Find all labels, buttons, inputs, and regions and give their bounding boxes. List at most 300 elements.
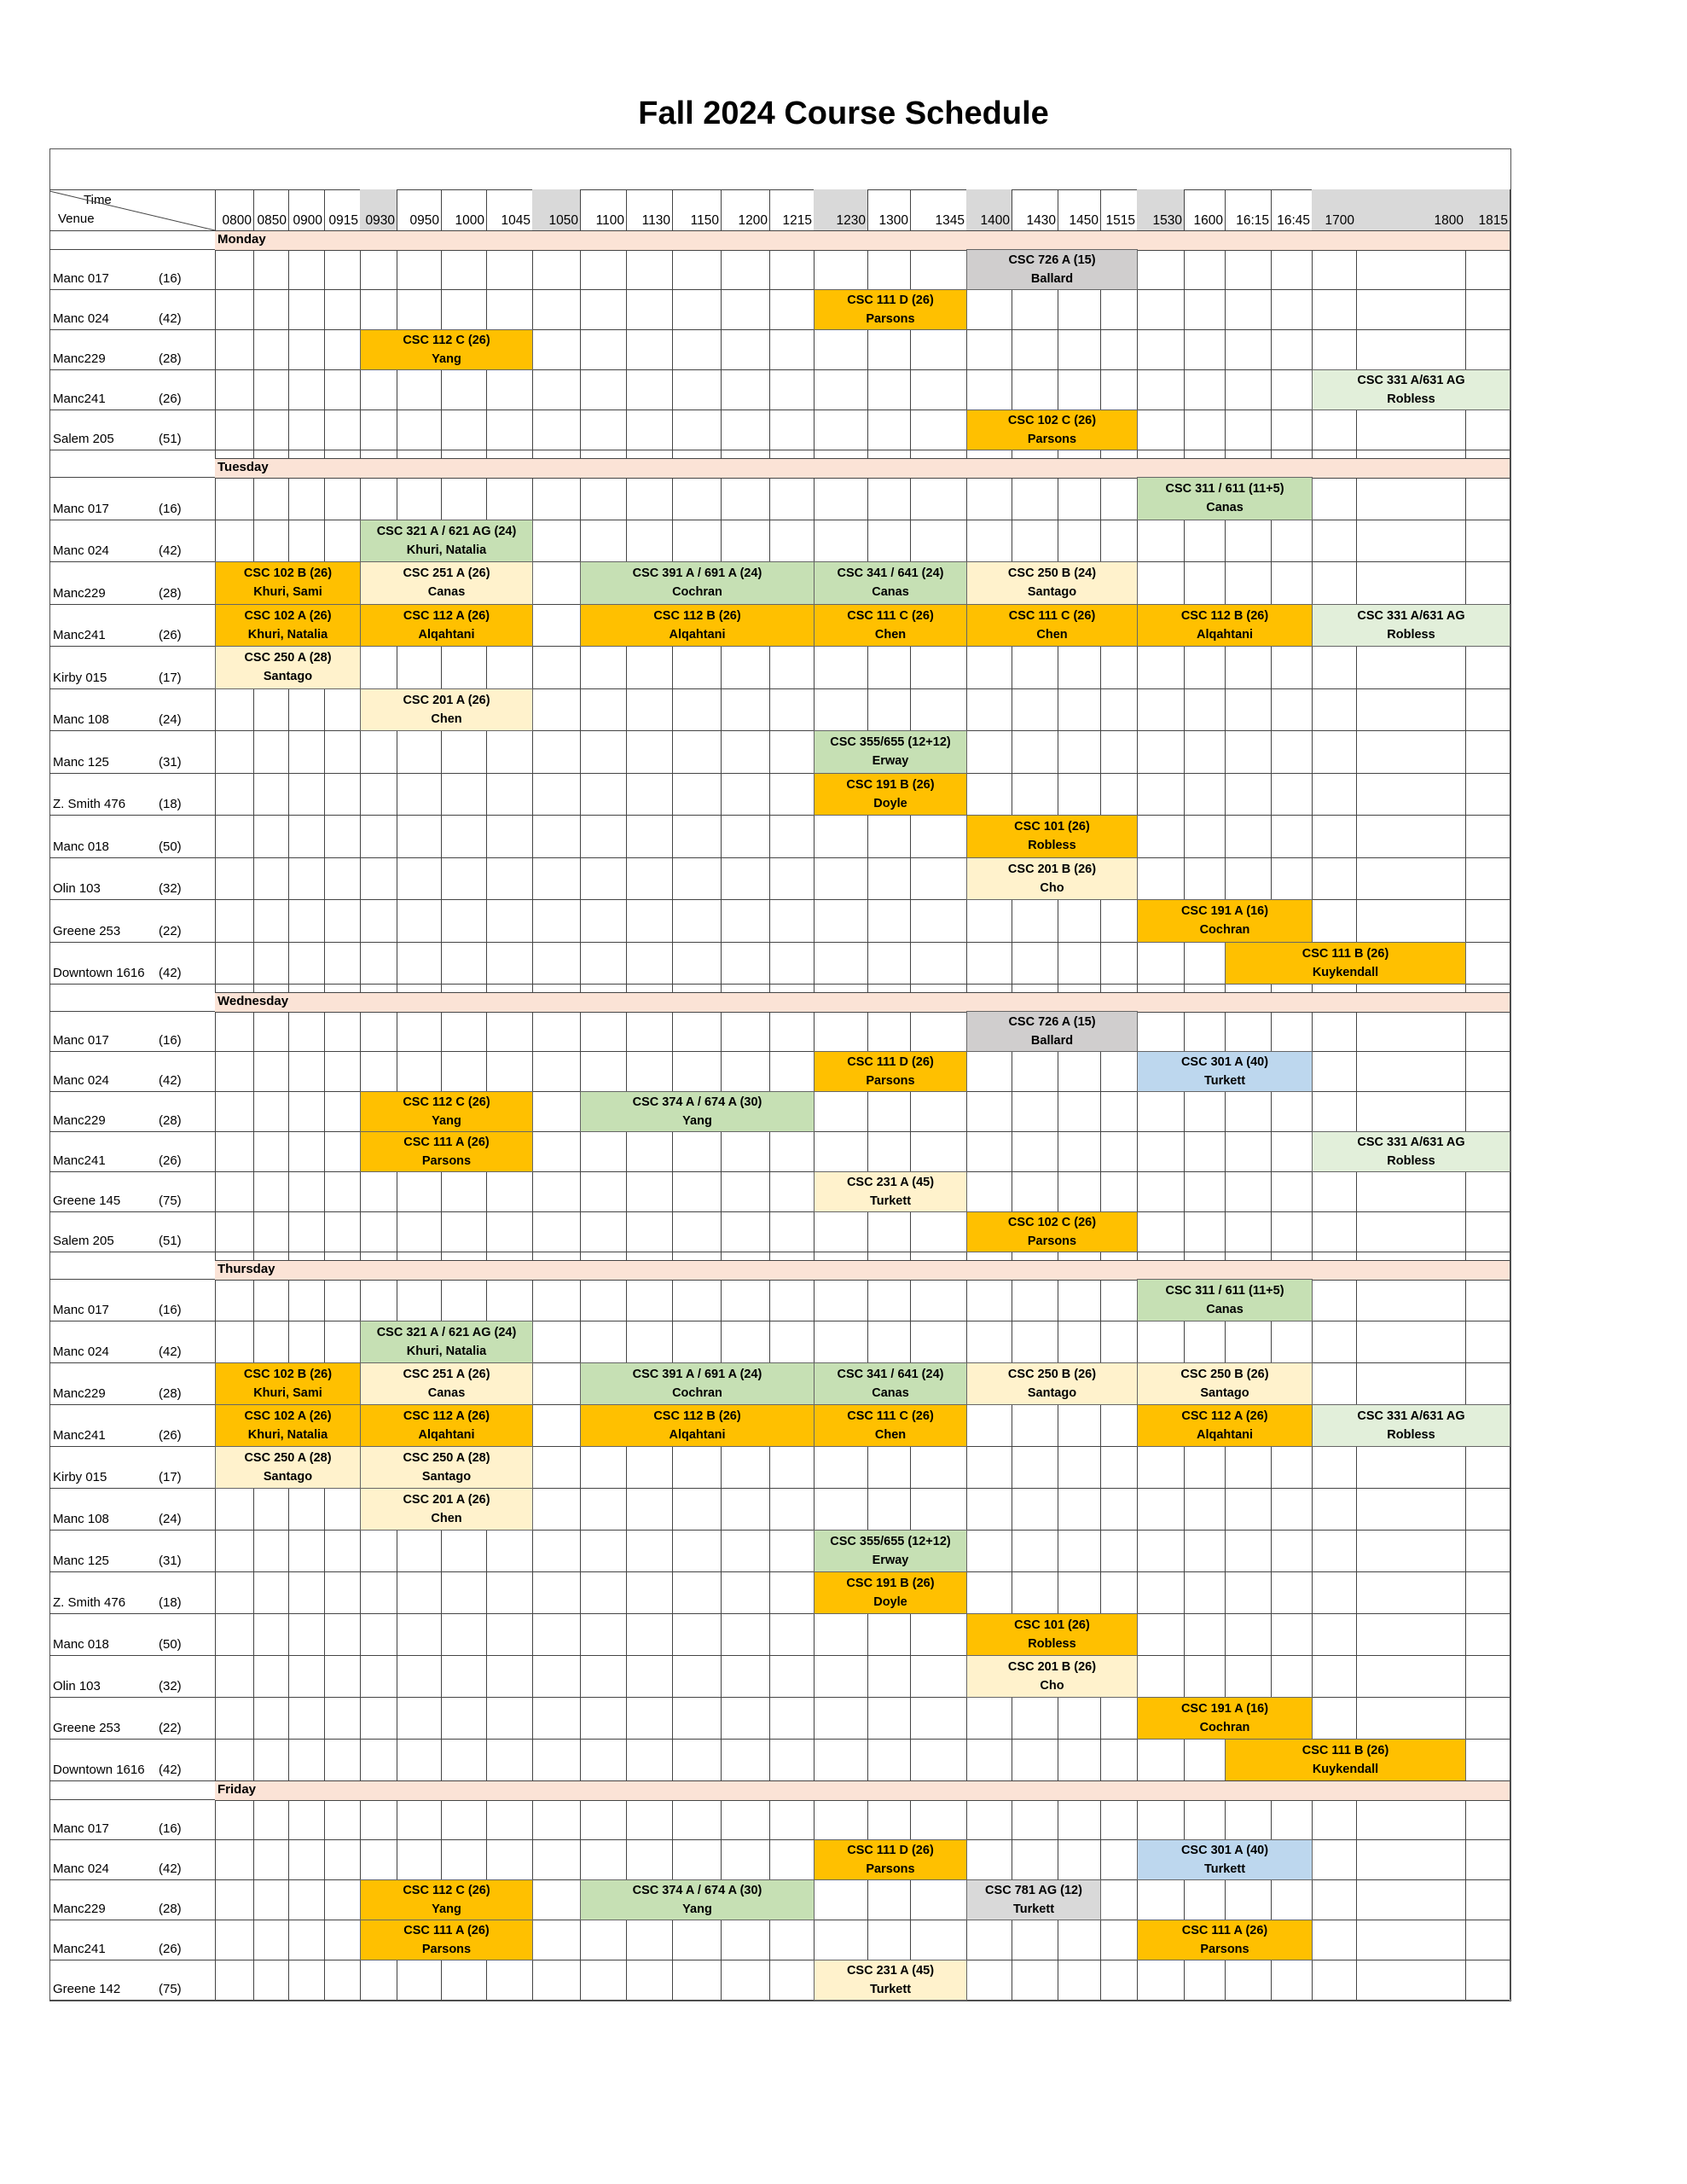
course-title: CSC 111 D (26) [847, 1055, 934, 1069]
grid-line [49, 1613, 1510, 1614]
course-title: CSC 201 B (26) [1007, 1660, 1097, 1674]
venue-capacity: (24) [159, 712, 182, 727]
course-instructor: Khuri, Natalia [406, 1345, 487, 1358]
course-block[interactable] [1137, 604, 1313, 648]
time-tick: 16:45 [1277, 213, 1310, 228]
time-tick: 1100 [595, 213, 624, 228]
course-block[interactable] [360, 1091, 533, 1132]
course-title: CSC 311 / 611 (11+5) [1165, 1284, 1284, 1298]
course-title: CSC 102 B (26) [243, 566, 333, 581]
course-instructor: Parsons [866, 1074, 915, 1088]
grid-line [49, 730, 1510, 731]
venue-name: Manc 108 [53, 1512, 109, 1526]
course-instructor: Turkett [1203, 1074, 1246, 1088]
grid-line [49, 2000, 1510, 2001]
course-block[interactable] [360, 329, 533, 370]
venue-capacity: (50) [159, 1637, 182, 1652]
course-block[interactable] [580, 1362, 815, 1405]
course-title: CSC 111 D (26) [847, 293, 934, 307]
course-title: CSC 201 A (26) [403, 693, 490, 707]
course-block[interactable] [1137, 477, 1313, 520]
course-block[interactable] [1225, 942, 1466, 985]
course-title: CSC 191 A (16) [1180, 904, 1269, 919]
course-title: CSC 250 A (28) [244, 651, 332, 665]
course-block[interactable] [1137, 1697, 1313, 1740]
course-block[interactable] [1137, 1051, 1313, 1092]
course-block[interactable] [814, 1404, 967, 1447]
venue-name: Manc 017 [53, 1303, 109, 1317]
course-title: CSC 201 A (26) [403, 1493, 490, 1507]
course-title: CSC 111 C (26) [847, 1409, 934, 1423]
day-band-wednesday [215, 992, 1510, 1013]
time-tick: 1150 [690, 213, 719, 228]
course-block[interactable] [580, 1091, 815, 1132]
venue-name: Manc 017 [53, 1033, 109, 1048]
header-diagonal [49, 189, 215, 230]
course-title: CSC 341 / 641 (24) [837, 566, 944, 581]
time-tick: 16:15 [1236, 213, 1269, 228]
time-tick: 0900 [293, 213, 322, 228]
venue-capacity: (42) [159, 543, 182, 558]
venue-capacity: (42) [159, 1862, 182, 1876]
venue-name: Olin 103 [53, 1679, 101, 1693]
course-block[interactable] [1137, 1920, 1313, 1960]
course-title: CSC 112 C (26) [403, 334, 490, 347]
course-title: CSC 112 A (26) [403, 1409, 490, 1423]
venue-name: Manc241 [53, 392, 106, 406]
venue-capacity: (28) [159, 1113, 182, 1128]
venue-name: Manc229 [53, 585, 106, 601]
course-instructor: Parsons [1027, 1234, 1077, 1248]
course-block[interactable] [814, 1571, 967, 1614]
grid-line [49, 815, 1510, 816]
course-instructor: Canas [1206, 1303, 1244, 1316]
time-tick: 1600 [1193, 213, 1223, 228]
course-block[interactable] [966, 815, 1138, 858]
course-title: CSC 331 A/631 AG [1357, 374, 1465, 387]
time-tick: 1000 [455, 213, 484, 228]
course-title: CSC 112 B (26) [653, 608, 741, 623]
course-instructor: Robless [1387, 392, 1435, 406]
course-title: CSC 112 B (26) [653, 1409, 741, 1423]
grid-line [49, 1171, 1510, 1172]
course-instructor: Cochran [1199, 1721, 1250, 1734]
course-title: CSC 112 C (26) [403, 1095, 490, 1109]
venue-name: Downtown 1616 [53, 966, 145, 980]
course-title: CSC 331 A/631 AG [1357, 1409, 1465, 1423]
course-instructor: Yang [432, 1114, 461, 1128]
course-title: CSC 301 A (40) [1180, 1844, 1269, 1857]
course-instructor: Parsons [1200, 1943, 1249, 1956]
course-title: CSC 251 A (26) [403, 1368, 490, 1381]
course-title: CSC 231 A (45) [846, 1964, 935, 1978]
course-instructor: Canas [872, 1386, 909, 1400]
course-title: CSC 251 A (26) [403, 566, 490, 581]
course-title: CSC 374 A / 674 A (30) [632, 1095, 762, 1109]
course-title: CSC 111 D (26) [847, 1844, 934, 1857]
course-title: CSC 726 A (15) [1008, 1015, 1096, 1029]
day-label: Wednesday [217, 994, 289, 1008]
course-block[interactable] [1137, 1839, 1313, 1880]
course-block[interactable] [966, 249, 1138, 290]
course-instructor: Ballard [1030, 1034, 1074, 1048]
grid-line [49, 857, 1510, 858]
venue-capacity: (51) [159, 432, 182, 446]
time-tick: 1700 [1325, 213, 1354, 228]
time-tick: 0800 [222, 213, 252, 228]
course-title: CSC 112 B (26) [1180, 608, 1269, 623]
course-instructor: Kuykendall [1312, 965, 1379, 979]
course-title: CSC 102 B (26) [243, 1368, 333, 1381]
day-band-monday [215, 230, 1510, 251]
venue-name: Manc 024 [53, 1073, 109, 1088]
venue-name: Manc241 [53, 1942, 106, 1956]
course-block[interactable] [966, 1211, 1138, 1252]
venue-capacity: (31) [159, 1554, 182, 1568]
course-block[interactable] [1312, 1131, 1510, 1172]
venue-capacity: (24) [159, 1512, 182, 1526]
venue-capacity: (16) [159, 501, 182, 516]
course-title: CSC 726 A (15) [1008, 253, 1096, 267]
course-title: CSC 331 A/631 AG [1357, 608, 1465, 623]
course-block[interactable] [966, 1362, 1138, 1405]
course-title: CSC 111 B (26) [1301, 1744, 1389, 1757]
course-instructor: Turkett [1012, 1902, 1055, 1916]
venue-name: Greene 253 [53, 1721, 121, 1735]
time-axis-label: Time [84, 193, 112, 207]
course-title: CSC 112 A (26) [403, 608, 490, 623]
venue-capacity: (42) [159, 1763, 182, 1777]
course-instructor: Alqahtani [418, 627, 475, 642]
course-title: CSC 111 B (26) [1301, 946, 1389, 961]
grid-line [49, 1571, 1510, 1572]
venue-capacity: (42) [159, 1345, 182, 1359]
venue-name: Kirby 015 [53, 1470, 107, 1484]
time-tick: 1345 [935, 213, 965, 228]
course-instructor: Robless [1028, 1637, 1076, 1651]
venue-name: Manc 125 [53, 1554, 109, 1568]
venue-capacity: (26) [159, 1428, 182, 1443]
course-instructor: Santago [263, 670, 313, 684]
grid-line [49, 369, 1510, 370]
course-title: CSC 321 A / 621 AG (24) [376, 524, 517, 538]
course-title: CSC 112 C (26) [403, 1884, 490, 1897]
course-block[interactable] [360, 561, 533, 605]
course-block[interactable] [360, 1920, 533, 1960]
venue-name: Z. Smith 476 [53, 797, 126, 811]
course-block[interactable] [814, 289, 967, 330]
venue-name: Manc 024 [53, 311, 109, 326]
venue-capacity: (42) [159, 311, 182, 326]
venue-name: Manc229 [53, 1386, 106, 1401]
venue-capacity: (16) [159, 1303, 182, 1317]
course-block[interactable] [814, 1362, 967, 1405]
course-block[interactable] [360, 604, 533, 648]
course-instructor: Yang [682, 1114, 712, 1128]
venue-capacity: (51) [159, 1234, 182, 1248]
course-title: CSC 355/655 (12+12) [830, 735, 951, 750]
course-block[interactable] [1137, 1362, 1313, 1405]
course-block[interactable] [360, 1404, 533, 1447]
course-title: CSC 101 (26) [1014, 1618, 1090, 1632]
time-tick: 1200 [738, 213, 768, 228]
venue-name: Manc229 [53, 1902, 106, 1916]
course-instructor: Robless [1387, 1154, 1435, 1168]
time-tick: 1515 [1105, 213, 1135, 228]
course-block[interactable] [814, 1839, 967, 1880]
course-instructor: Ballard [1030, 272, 1074, 286]
venue-capacity: (75) [159, 1194, 182, 1208]
time-tick: 1130 [641, 213, 670, 228]
course-instructor: Santago [421, 1470, 472, 1484]
venue-capacity: (17) [159, 670, 182, 685]
venue-capacity: (32) [159, 1679, 182, 1693]
course-block[interactable] [580, 561, 815, 605]
course-block[interactable] [215, 1362, 361, 1405]
course-instructor: Robless [1028, 839, 1076, 853]
course-instructor: Chen [431, 1512, 462, 1525]
course-instructor: Erway [872, 1554, 909, 1567]
venue-capacity: (16) [159, 1033, 182, 1048]
venue-capacity: (16) [159, 271, 182, 286]
day-label: Tuesday [217, 460, 269, 474]
time-tick: 1045 [501, 213, 530, 228]
course-title: CSC 102 A (26) [244, 608, 332, 623]
course-block[interactable] [1312, 604, 1510, 648]
course-block[interactable] [360, 1321, 533, 1363]
venue-name: Manc 125 [53, 754, 109, 770]
course-block[interactable] [580, 604, 815, 648]
course-block[interactable] [1137, 899, 1313, 943]
course-block[interactable] [1137, 1279, 1313, 1321]
time-tick: 1230 [836, 213, 866, 228]
course-block[interactable] [966, 1011, 1138, 1052]
course-title: CSC 111 A (26) [403, 1924, 490, 1937]
course-instructor: Alqahtani [669, 627, 726, 642]
course-block[interactable] [966, 1879, 1101, 1920]
venue-capacity: (42) [159, 966, 182, 980]
course-block[interactable] [966, 410, 1138, 450]
course-title: CSC 374 A / 674 A (30) [632, 1884, 762, 1897]
venue-capacity: (32) [159, 881, 182, 896]
course-instructor: Cochran [672, 585, 722, 600]
course-instructor: Khuri, Natalia [406, 543, 487, 557]
course-title: CSC 250 A (28) [244, 1451, 332, 1465]
grid-line [49, 773, 1510, 774]
course-title: CSC 102 C (26) [1007, 414, 1097, 427]
time-tick: 1430 [1026, 213, 1056, 228]
grid-line [49, 329, 1510, 330]
time-tick: 0950 [409, 213, 439, 228]
course-block[interactable] [966, 561, 1138, 605]
course-instructor: Cho [1040, 1679, 1064, 1693]
course-title: CSC 101 (26) [1014, 820, 1090, 834]
venue-name: Manc241 [53, 628, 106, 642]
course-instructor: Robless [1387, 1428, 1435, 1442]
course-instructor: Santago [1200, 1386, 1249, 1400]
course-block[interactable] [814, 561, 967, 605]
time-tick: 1450 [1069, 213, 1099, 228]
course-instructor: Yang [432, 352, 461, 366]
course-block[interactable] [215, 604, 361, 648]
course-block[interactable] [814, 1171, 967, 1212]
course-title: CSC 331 A/631 AG [1357, 1136, 1465, 1149]
course-block[interactable] [215, 1404, 361, 1447]
time-tick: 1215 [782, 213, 812, 228]
course-title: CSC 112 A (26) [1181, 1409, 1268, 1423]
time-tick: 1815 [1478, 213, 1508, 228]
time-tick: 0850 [257, 213, 287, 228]
course-block[interactable] [814, 773, 967, 816]
course-block[interactable] [814, 1960, 967, 2001]
course-block[interactable] [215, 1446, 361, 1489]
venue-name: Manc 017 [53, 271, 109, 286]
time-tick: 1400 [980, 213, 1010, 228]
venue-name: Greene 145 [53, 1194, 121, 1208]
course-instructor: Parsons [866, 1862, 915, 1876]
course-instructor: Chen [874, 627, 907, 642]
course-block[interactable] [814, 1051, 967, 1092]
page-title: Fall 2024 Course Schedule [638, 96, 1049, 131]
course-block[interactable] [1225, 1739, 1466, 1781]
course-instructor: Canas [427, 585, 466, 600]
venue-name: Manc 017 [53, 501, 109, 516]
course-title: CSC 102 A (26) [244, 1409, 332, 1423]
course-block[interactable] [1312, 369, 1510, 410]
venue-capacity: (50) [159, 839, 182, 854]
venue-name: Downtown 1616 [53, 1763, 145, 1777]
course-title: CSC 250 B (24) [1007, 566, 1097, 581]
course-instructor: Khuri, Sami [253, 1386, 322, 1400]
course-instructor: Doyle [873, 796, 907, 810]
course-instructor: Alqahtani [418, 1428, 475, 1442]
course-title: CSC 391 A / 691 A (24) [632, 1368, 762, 1381]
venue-capacity: (26) [159, 628, 182, 642]
course-block[interactable] [215, 561, 361, 605]
course-title: CSC 111 C (26) [847, 608, 934, 623]
course-instructor: Santago [1027, 1386, 1077, 1400]
venue-capacity: (18) [159, 1595, 182, 1610]
venue-capacity: (28) [159, 1386, 182, 1401]
venue-capacity: (26) [159, 1153, 182, 1168]
course-title: CSC 191 B (26) [846, 1577, 935, 1590]
day-label: Friday [217, 1782, 257, 1797]
course-block[interactable] [360, 1362, 533, 1405]
course-instructor: Canas [427, 1386, 466, 1400]
time-tick: 0930 [365, 213, 395, 228]
course-title: CSC 781 AG (12) [985, 1884, 1082, 1897]
course-instructor: Alqahtani [669, 1428, 726, 1442]
grid-line [49, 1530, 1510, 1531]
venue-name: Manc 018 [53, 1637, 109, 1652]
course-block[interactable] [360, 520, 533, 563]
grid-line [49, 1655, 1510, 1656]
time-tick: 1300 [878, 213, 908, 228]
course-instructor: Khuri, Natalia [247, 1428, 328, 1442]
course-instructor: Yang [432, 1902, 461, 1916]
venue-name: Greene 253 [53, 923, 121, 938]
venue-capacity: (26) [159, 1942, 182, 1956]
course-title: CSC 191 B (26) [846, 777, 935, 792]
course-instructor: Khuri, Sami [253, 585, 322, 600]
course-title: CSC 341 / 641 (24) [837, 1368, 944, 1381]
course-instructor: Cochran [1199, 923, 1250, 938]
venue-capacity: (22) [159, 1721, 182, 1735]
course-title: CSC 321 A / 621 AG (24) [376, 1326, 517, 1339]
course-title: CSC 391 A / 691 A (24) [632, 566, 762, 581]
course-title: CSC 301 A (40) [1180, 1055, 1269, 1069]
grid-line [49, 189, 1510, 190]
course-title: CSC 355/655 (12+12) [830, 1535, 951, 1548]
course-block[interactable] [360, 1488, 533, 1531]
course-block[interactable] [814, 604, 967, 648]
course-instructor: Kuykendall [1312, 1763, 1379, 1776]
course-title: CSC 250 B (26) [1007, 1368, 1097, 1381]
course-block[interactable] [966, 1655, 1138, 1698]
course-block[interactable] [360, 1131, 533, 1172]
course-instructor: Parsons [1027, 433, 1077, 446]
course-instructor: Chen [874, 1428, 907, 1442]
course-instructor: Parsons [421, 1154, 472, 1168]
course-instructor: Alqahtani [1196, 627, 1254, 642]
course-block[interactable] [215, 646, 361, 689]
course-block[interactable] [360, 1879, 533, 1920]
venue-name: Manc 024 [53, 543, 109, 558]
course-instructor: Canas [1206, 501, 1244, 515]
course-block[interactable] [814, 1530, 967, 1572]
course-instructor: Turkett [869, 1983, 912, 1996]
venue-capacity: (17) [159, 1470, 182, 1484]
venue-name: Manc241 [53, 1153, 106, 1168]
course-block[interactable] [814, 730, 967, 774]
venue-capacity: (75) [159, 1982, 182, 1996]
course-block[interactable] [966, 857, 1138, 901]
venue-axis-label: Venue [58, 212, 95, 226]
venue-capacity: (18) [159, 797, 182, 811]
course-instructor: Chen [431, 712, 462, 726]
course-block[interactable] [360, 1446, 533, 1489]
venue-capacity: (28) [159, 585, 182, 601]
course-instructor: Parsons [866, 312, 915, 326]
course-instructor: Santago [1027, 585, 1077, 600]
course-instructor: Cho [1040, 880, 1064, 895]
course-block[interactable] [580, 1879, 815, 1920]
time-tick: 0915 [328, 213, 358, 228]
course-block[interactable] [580, 1404, 815, 1447]
course-instructor: Erway [872, 754, 909, 769]
venue-name: Manc229 [53, 1113, 106, 1128]
course-block[interactable] [966, 604, 1138, 648]
day-label: Monday [217, 232, 266, 247]
venue-name: Salem 205 [53, 1234, 114, 1248]
course-block[interactable] [966, 1613, 1138, 1656]
venue-name: Manc 024 [53, 1345, 109, 1359]
venue-name: Greene 142 [53, 1982, 121, 1996]
venue-capacity: (22) [159, 923, 182, 938]
course-block[interactable] [1312, 1404, 1510, 1447]
course-block[interactable] [1137, 1404, 1313, 1447]
venue-name: Manc 024 [53, 1862, 109, 1876]
venue-capacity: (16) [159, 1821, 182, 1836]
venue-name: Manc229 [53, 351, 106, 366]
course-title: CSC 250 A (28) [403, 1451, 490, 1465]
course-title: CSC 102 C (26) [1007, 1216, 1097, 1229]
day-band-thursday [215, 1260, 1510, 1281]
course-title: CSC 250 B (26) [1180, 1368, 1269, 1381]
course-block[interactable] [360, 688, 533, 732]
time-tick: 1050 [548, 213, 578, 228]
course-instructor: Parsons [421, 1943, 472, 1956]
